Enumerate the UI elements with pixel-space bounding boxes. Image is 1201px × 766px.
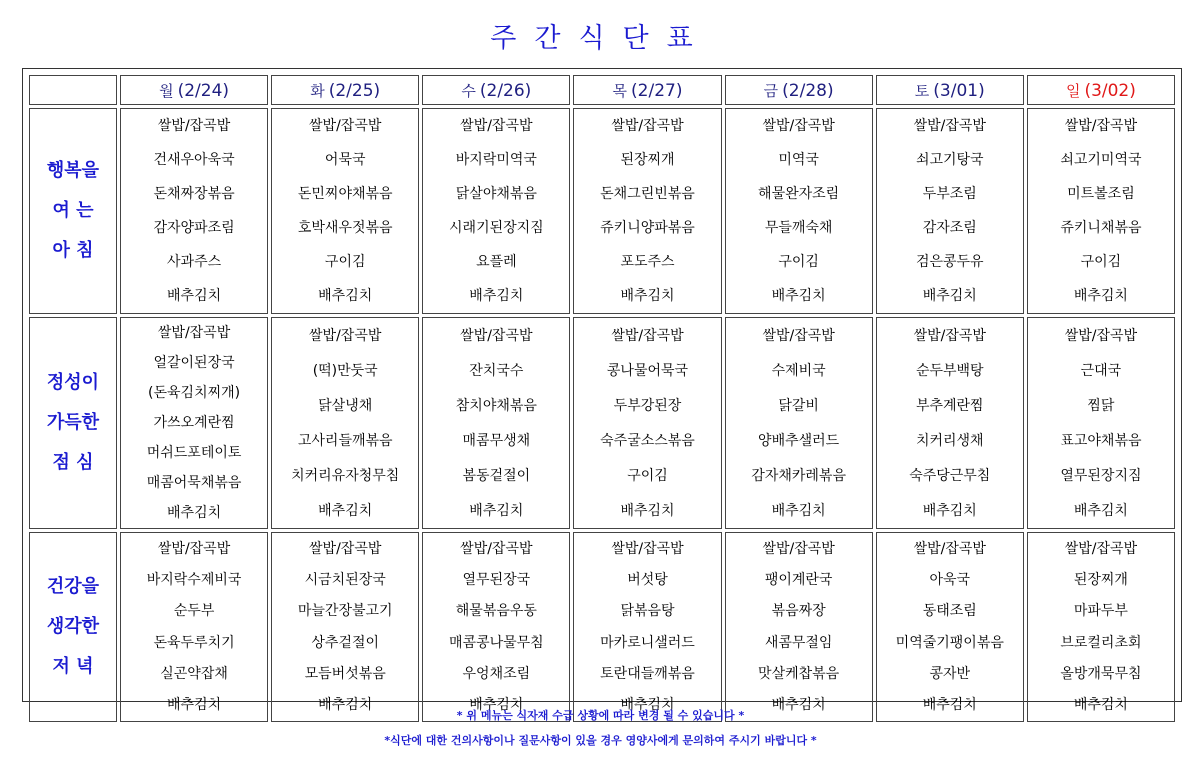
menu-item: 호박새우젓볶음 [297,220,393,236]
menu-item: 쥬키니양파볶음 [600,220,695,236]
menu-item: 표고야채볶음 [1060,432,1142,449]
meal-label [30,363,116,483]
menu-item: 돈채그린빈볶음 [600,186,695,202]
meal-row-dinner [29,532,1175,722]
menu-item: 두부조림 [922,186,977,202]
menu-item: (떡)만둣국 [312,362,378,379]
menu-item: 시래기된장지짐 [449,220,544,236]
menu-item-list [423,318,569,528]
menu-cell [876,532,1024,722]
day-header-thu [573,75,721,105]
menu-item: 배추김치 [922,288,977,304]
menu-item: 아욱국 [929,571,971,588]
meal-label [30,151,116,271]
menu-item: 배추김치 [318,288,373,304]
menu-item: 시금치된장국 [304,571,386,588]
day-date: (3/02) [1084,80,1136,101]
menu-item: 배추김치 [318,697,373,714]
menu-item: 머쉬드포테이토 [146,445,242,461]
menu-item: 된장찌개 [620,152,675,168]
menu-item-list [121,318,267,528]
menu-item: 쇠고기미역국 [1060,152,1142,168]
menu-cell [876,108,1024,314]
day-header-wed [422,75,570,105]
menu-item: 쌀밥/잡곡밥 [611,540,684,557]
meal-label-line: 점 심 [52,452,94,473]
menu-item: 된장찌개 [1073,571,1128,588]
menu-item: 요플레 [476,254,517,270]
menu-item: 쌀밥/잡곡밥 [762,327,835,344]
corner-cell [29,75,117,105]
menu-cell [725,108,873,314]
menu-cell [422,108,570,314]
day-date: (2/26) [479,80,532,101]
menu-item: 미트볼조림 [1067,186,1135,202]
menu-item: 해물완자조림 [758,186,840,202]
menu-cell [271,532,419,722]
menu-item: 쌀밥/잡곡밥 [913,327,986,344]
meal-label-line: 정성이 [46,372,100,393]
menu-item: 쌀밥/잡곡밥 [157,118,231,134]
menu-item: 새콤무절임 [764,634,833,651]
menu-item: 구이김 [324,254,366,270]
page-title: 주간식단표 [490,23,711,54]
menu-item: 닭볶음탕 [620,603,675,620]
menu-item: 버섯탕 [627,571,668,588]
meal-label-cell [29,317,117,529]
menu-item-list [574,318,720,528]
menu-item: 배추김치 [1073,697,1128,714]
menu-item: 고사리들깨볶음 [297,432,393,449]
day-header-mon [120,75,268,105]
menu-item: 쌀밥/잡곡밥 [460,540,533,557]
menu-item: 마파두부 [1073,603,1128,620]
menu-item: 치커리생채 [915,432,984,449]
menu-cell [271,317,419,529]
menu-item: 쌀밥/잡곡밥 [913,540,986,557]
menu-item: 콩나물어묵국 [606,362,689,379]
menu-item: 마카로니샐러드 [600,634,695,651]
menu-item: 감자양파조림 [153,220,235,236]
day-date: (2/27) [631,80,683,101]
menu-cell [573,532,721,722]
menu-cell [120,108,268,314]
meal-label-line: 가득한 [46,412,100,433]
day-glyph: 일 [1065,81,1081,100]
menu-item: 숙주굴소스볶음 [600,432,695,449]
meal-row-lunch [29,317,1175,529]
meal-label-cell [29,532,117,722]
day-header-tue [271,75,419,105]
menu-item: 쌀밥/잡곡밥 [460,118,533,134]
menu-item-list [1028,533,1174,721]
menu-item: 구이김 [1080,254,1122,270]
menu-item-list [726,109,872,313]
menu-item: 건새우아욱국 [153,152,235,168]
menu-item: 배추김치 [469,502,524,519]
menu-cell [725,317,873,529]
menu-cell [422,532,570,722]
menu-item-list [423,533,569,721]
menu-item: 미역국 [778,152,819,168]
menu-item: 쌀밥/잡곡밥 [460,327,533,344]
menu-item: 배추김치 [771,288,826,304]
menu-item-list [726,318,872,528]
menu-item-list [1028,109,1174,313]
menu-item: 마늘간장불고기 [297,603,393,620]
menu-item: 양배추샐러드 [758,432,840,449]
menu-item: 배추김치 [167,505,222,521]
menu-item: 배추김치 [620,288,675,304]
menu-item: 잔치국수 [469,362,524,379]
day-glyph: 화 [310,81,325,100]
menu-item-list [272,318,418,528]
notice-inquiry: *식단에 대한 건의사항이나 질문사항이 있을 경우 영양사에게 문의하여 주시기 바랍니다 * [384,734,817,747]
menu-item-list [121,533,267,721]
meal-label-line: 생각한 [46,616,100,637]
menu-item-list [272,109,418,313]
day-date: (3/01) [933,80,985,101]
menu-item: 가쓰오계란찜 [153,415,235,431]
menu-item: 쌀밥/잡곡밥 [309,540,382,557]
menu-cell [1027,108,1175,314]
menu-item: 순두부백탕 [915,362,984,379]
menu-item: 쥬키니채볶음 [1060,220,1142,236]
menu-item: 매콤콩나물무침 [449,634,544,651]
menu-item-list [726,533,872,721]
meal-label-cell [29,108,117,314]
menu-item: 배추김치 [469,288,524,304]
menu-item: 볶음짜장 [771,603,826,620]
menu-item: 부추계란찜 [915,397,984,414]
menu-item: 매콤어묵채볶음 [146,475,242,491]
menu-item: 브로컬리초회 [1060,634,1142,651]
menu-item: 배추김치 [1073,502,1128,519]
menu-item: 포도주스 [620,254,675,270]
menu-item: 바지락수제비국 [146,571,242,588]
menu-item: 감자조림 [922,220,977,236]
menu-item: 동태조림 [922,603,977,620]
menu-cell [1027,317,1175,529]
menu-item: 열무된장국 [462,571,531,588]
menu-cell [573,317,721,529]
menu-item: 봄동겉절이 [462,467,531,484]
menu-item: 상추겉절이 [311,634,380,651]
menu-item: 해물볶음우동 [455,603,537,620]
notice-change: * 위 메뉴는 식자재 수급 상황에 따라 변경 될 수 있습니다 * [456,709,745,722]
menu-cell [573,108,721,314]
menu-item: 얼갈이된장국 [153,355,235,371]
menu-item: 쌀밥/잡곡밥 [1064,118,1138,134]
menu-item: 근대국 [1080,362,1122,379]
menu-item: 무들깨숙채 [764,220,833,236]
meal-label-line: 건강을 [46,576,100,597]
menu-item: 우엉채조림 [462,665,531,682]
header-row [29,75,1175,105]
menu-item: 배추김치 [922,502,977,519]
menu-item: 배추김치 [167,697,222,714]
menu-cell [1027,532,1175,722]
menu-item: 어묵국 [324,152,366,168]
day-date: (2/24) [177,80,230,101]
menu-item: 순두부 [173,603,215,620]
menu-item-list [272,533,418,721]
menu-item: 검은콩두유 [915,254,984,270]
meal-label [30,567,116,687]
menu-cell [120,317,268,529]
day-header-sun [1027,75,1175,105]
menu-item: 사과주스 [167,254,222,270]
menu-item: 맛살케찹볶음 [758,665,840,682]
day-glyph: 목 [612,81,628,100]
day-glyph: 월 [159,81,174,100]
day-date: (2/28) [782,80,834,101]
menu-item: 올방개묵무침 [1060,665,1142,682]
menu-item: 돈육두루치기 [153,634,235,651]
menu-item-list [121,109,267,313]
menu-item: 쇠고기탕국 [915,152,984,168]
menu-item: 쌀밥/잡곡밥 [309,118,382,134]
menu-item-list [877,533,1023,721]
menu-item: 토란대들깨볶음 [600,665,695,682]
meal-label-line: 저 녁 [52,656,94,677]
menu-item-list [877,109,1023,313]
menu-item: 닭살냉채 [318,397,373,414]
menu-item: 배추김치 [771,697,826,714]
day-glyph: 금 [763,81,779,100]
menu-cell [271,108,419,314]
menu-item: 숙주당근무침 [909,467,991,484]
menu-item: 감자채카레볶음 [751,467,846,484]
menu-item: 수제비국 [771,362,826,379]
menu-item: (돈육김치찌개) [148,385,241,401]
menu-cell [120,532,268,722]
menu-item: 치커리유자청무침 [291,467,400,484]
menu-item: 배추김치 [922,697,977,714]
menu-item: 쌀밥/잡곡밥 [913,118,986,134]
day-header-fri [725,75,873,105]
menu-cell [422,317,570,529]
menu-item-list [1028,318,1174,528]
menu-item: 구이김 [778,254,819,270]
menu-item: 쌀밥/잡곡밥 [157,325,231,341]
menu-item: 팽이계란국 [764,571,833,588]
menu-item: 돈채짜장볶음 [153,186,235,202]
menu-cell [876,317,1024,529]
menu-item: 매콤무생채 [462,432,531,449]
menu-item-list [574,533,720,721]
menu-item: 미역줄기팽이볶음 [895,634,1004,651]
menu-item: 쌀밥/잡곡밥 [1064,327,1138,344]
menu-item-list [423,109,569,313]
menu-item: 쌀밥/잡곡밥 [611,118,684,134]
meal-label-line: 행복을 [46,160,100,181]
menu-item: 바지락미역국 [455,152,537,168]
menu-table-frame [22,68,1182,714]
day-date: (2/25) [328,80,381,101]
menu-item-list [574,109,720,313]
menu-item: 쌀밥/잡곡밥 [1064,540,1138,557]
menu-item: 배추김치 [620,697,675,714]
menu-item-list [877,318,1023,528]
menu-item: 쌀밥/잡곡밥 [762,540,835,557]
meal-label-line: 아 침 [52,240,94,261]
menu-item: 돈민찌야채볶음 [297,186,393,202]
menu-item: 쌀밥/잡곡밥 [157,540,231,557]
menu-item: 콩자반 [929,665,971,682]
menu-cell [725,532,873,722]
menu-item: 쌀밥/잡곡밥 [611,327,684,344]
menu-item: 배추김치 [469,697,524,714]
menu-item: 배추김치 [620,502,675,519]
menu-item: 배추김치 [771,502,826,519]
menu-item: 배추김치 [1073,288,1128,304]
menu-item: 찜닭 [1087,397,1115,414]
menu-item: 구이김 [627,467,668,484]
meal-row-breakfast [29,108,1175,314]
menu-item: 쌀밥/잡곡밥 [309,327,382,344]
menu-item: 닭갈비 [778,397,819,414]
menu-item: 쌀밥/잡곡밥 [762,118,835,134]
weekly-menu-table [26,72,1178,725]
menu-item: 배추김치 [318,502,373,519]
menu-item: 열무된장지짐 [1060,467,1142,484]
menu-item: 모듬버섯볶음 [304,665,386,682]
meal-label-line: 여 는 [52,200,94,221]
menu-item: 배추김치 [167,288,222,304]
day-header-sat [876,75,1024,105]
menu-item: 닭살야채볶음 [455,186,537,202]
day-glyph: 토 [914,81,930,100]
menu-item: 참치야채볶음 [455,397,537,414]
day-glyph: 수 [461,81,476,100]
menu-item: 실곤약잡채 [160,665,228,682]
menu-item: 두부강된장 [613,397,682,414]
